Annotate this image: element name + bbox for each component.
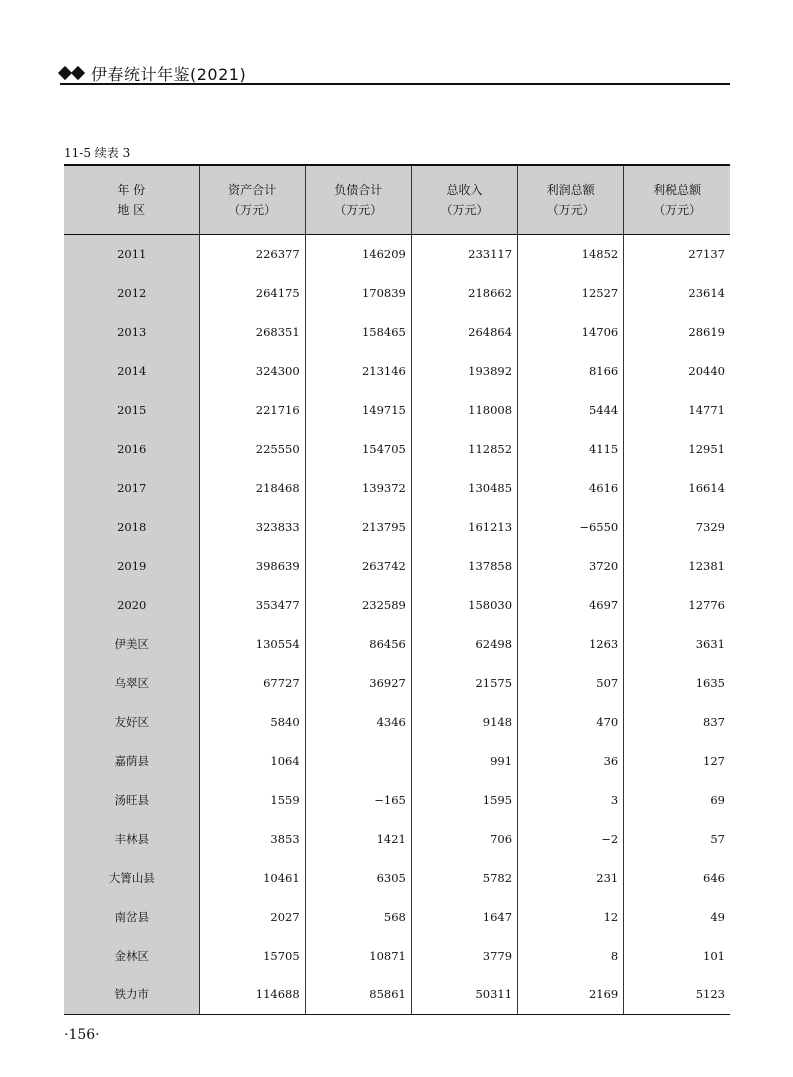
row-label: 铁力市 [64,975,199,1014]
table-cell: 1635 [624,663,730,702]
table-cell: 27137 [624,234,730,273]
running-header [60,62,730,84]
table-cell: 9148 [411,702,517,741]
table-cell: 12951 [624,429,730,468]
table-cell: 127 [624,741,730,780]
table-cell: 86456 [305,624,411,663]
table-cell [305,741,411,780]
table-cell: 4697 [518,585,624,624]
table-cell: 139372 [305,468,411,507]
table-cell: 225550 [199,429,305,468]
table-cell: 21575 [411,663,517,702]
table-cell: 154705 [305,429,411,468]
table-row [64,780,730,819]
table-cell: 324300 [199,351,305,390]
table-cell: 2169 [518,975,624,1014]
table-row [64,351,730,390]
table-cell: 5444 [518,390,624,429]
row-label: 2015 [64,390,199,429]
table-row [64,507,730,546]
table-row [64,702,730,741]
table-cell: 49 [624,897,730,936]
row-label: 2013 [64,312,199,351]
data-table [64,164,730,1015]
table-row [64,429,730,468]
table-cell: 218468 [199,468,305,507]
table-cell: 62498 [411,624,517,663]
table-cell: 3 [518,780,624,819]
table-cell: 15705 [199,936,305,975]
column-header-unit: （万元） [334,202,383,217]
table-cell: 1595 [411,780,517,819]
row-label: 2017 [64,468,199,507]
table-row [64,663,730,702]
table-cell: 69 [624,780,730,819]
table-cell: 837 [624,702,730,741]
table-cell: 146209 [305,234,411,273]
table-cell: 8166 [518,351,624,390]
table-cell: 507 [518,663,624,702]
row-label: 丰林县 [64,819,199,858]
column-header-unit: （万元） [546,202,595,217]
table-cell: 158030 [411,585,517,624]
table-cell: 5123 [624,975,730,1014]
row-label: 2014 [64,351,199,390]
table-cell: 8 [518,936,624,975]
table-cell: 268351 [199,312,305,351]
table-cell: 14706 [518,312,624,351]
table-row [64,975,730,1014]
column-header-name: 利润总额 [546,182,595,197]
table-cell: 149715 [305,390,411,429]
corner-header-year: 年 份 [117,182,146,197]
table-cell: 137858 [411,546,517,585]
column-header-name: 资产合计 [228,182,277,197]
table-header-row [64,165,730,234]
row-label: 伊美区 [64,624,199,663]
column-header [624,165,730,234]
table-cell: 7329 [624,507,730,546]
column-header-name: 利税总额 [653,182,702,197]
table-cell: 398639 [199,546,305,585]
row-label: 2020 [64,585,199,624]
table-cell: 706 [411,819,517,858]
table-cell: 10461 [199,858,305,897]
table-row [64,546,730,585]
table-cell: 3853 [199,819,305,858]
table-cell: 646 [624,858,730,897]
row-label: 2018 [64,507,199,546]
table-cell: 36927 [305,663,411,702]
table-cell: 233117 [411,234,517,273]
table-cell: 3720 [518,546,624,585]
table-cell: 170839 [305,273,411,312]
table-cell: 12381 [624,546,730,585]
table-cell: 5782 [411,858,517,897]
table-cell: 1263 [518,624,624,663]
table-row [64,624,730,663]
table-cell: 14771 [624,390,730,429]
column-header-name: 总收入 [446,182,483,197]
table-cell: −165 [305,780,411,819]
column-header [199,165,305,234]
table-cell: 85861 [305,975,411,1014]
column-header-unit: （万元） [653,202,702,217]
table-cell: 1421 [305,819,411,858]
data-table-container [64,164,730,1015]
column-header [518,165,624,234]
table-cell: 193892 [411,351,517,390]
table-cell: 101 [624,936,730,975]
table-cell: 232589 [305,585,411,624]
row-label: 友好区 [64,702,199,741]
row-label: 2011 [64,234,199,273]
table-cell: 263742 [305,546,411,585]
table-cell: 130485 [411,468,517,507]
table-cell: 130554 [199,624,305,663]
table-cell: 12527 [518,273,624,312]
row-label: 汤旺县 [64,780,199,819]
table-cell: 10871 [305,936,411,975]
table-row [64,741,730,780]
table-cell: 226377 [199,234,305,273]
table-row [64,390,730,429]
table-cell: 264175 [199,273,305,312]
table-cell: 1647 [411,897,517,936]
table-cell: 4616 [518,468,624,507]
table-cell: 114688 [199,975,305,1014]
table-body [64,234,730,1014]
table-cell: 67727 [199,663,305,702]
table-cell: 353477 [199,585,305,624]
row-label: 2019 [64,546,199,585]
table-cell: 4346 [305,702,411,741]
table-cell: 28619 [624,312,730,351]
row-label: 金林区 [64,936,199,975]
table-cell: 161213 [411,507,517,546]
column-header-unit: （万元） [228,202,277,217]
table-cell: 4115 [518,429,624,468]
table-cell: 470 [518,702,624,741]
table-cell: 221716 [199,390,305,429]
table-cell: 218662 [411,273,517,312]
row-label: 南岔县 [64,897,199,936]
table-cell: 213795 [305,507,411,546]
table-cell: −2 [518,819,624,858]
table-row [64,234,730,273]
table-cell: 213146 [305,351,411,390]
table-cell: 3631 [624,624,730,663]
table-cell: 231 [518,858,624,897]
column-header [305,165,411,234]
table-caption: 11-5 续表 3 [64,146,131,160]
table-row [64,819,730,858]
table-row [64,312,730,351]
corner-header-region: 地 区 [117,202,146,217]
table-cell: 6305 [305,858,411,897]
table-cell: 3779 [411,936,517,975]
table-row [64,273,730,312]
corner-header [64,165,199,234]
row-label: 2016 [64,429,199,468]
table-row [64,468,730,507]
table-row [64,936,730,975]
table-cell: 1559 [199,780,305,819]
table-cell: 36 [518,741,624,780]
table-cell: 264864 [411,312,517,351]
table-cell: 1064 [199,741,305,780]
table-cell: 16614 [624,468,730,507]
running-header-title: 伊春统计年鉴(2021) [91,64,247,84]
table-cell: 991 [411,741,517,780]
table-cell: 12 [518,897,624,936]
table-row [64,585,730,624]
table-cell: 5840 [199,702,305,741]
page-number: ·156· [64,1027,100,1043]
table-cell: 50311 [411,975,517,1014]
table-cell: 323833 [199,507,305,546]
table-cell: 14852 [518,234,624,273]
table-cell: 23614 [624,273,730,312]
table-cell: 112852 [411,429,517,468]
table-row [64,858,730,897]
diamond-icon [60,68,83,78]
table-cell: 118008 [411,390,517,429]
table-cell: 57 [624,819,730,858]
column-header-name: 负债合计 [334,182,383,197]
table-cell: −6550 [518,507,624,546]
column-header-unit: （万元） [440,202,489,217]
row-label: 嘉荫县 [64,741,199,780]
table-cell: 158465 [305,312,411,351]
table-cell: 12776 [624,585,730,624]
table-cell: 2027 [199,897,305,936]
row-label: 大箐山县 [64,858,199,897]
header-rule [60,83,730,85]
row-label: 乌翠区 [64,663,199,702]
column-header [411,165,517,234]
row-label: 2012 [64,273,199,312]
table-row [64,897,730,936]
table-cell: 568 [305,897,411,936]
table-cell: 20440 [624,351,730,390]
